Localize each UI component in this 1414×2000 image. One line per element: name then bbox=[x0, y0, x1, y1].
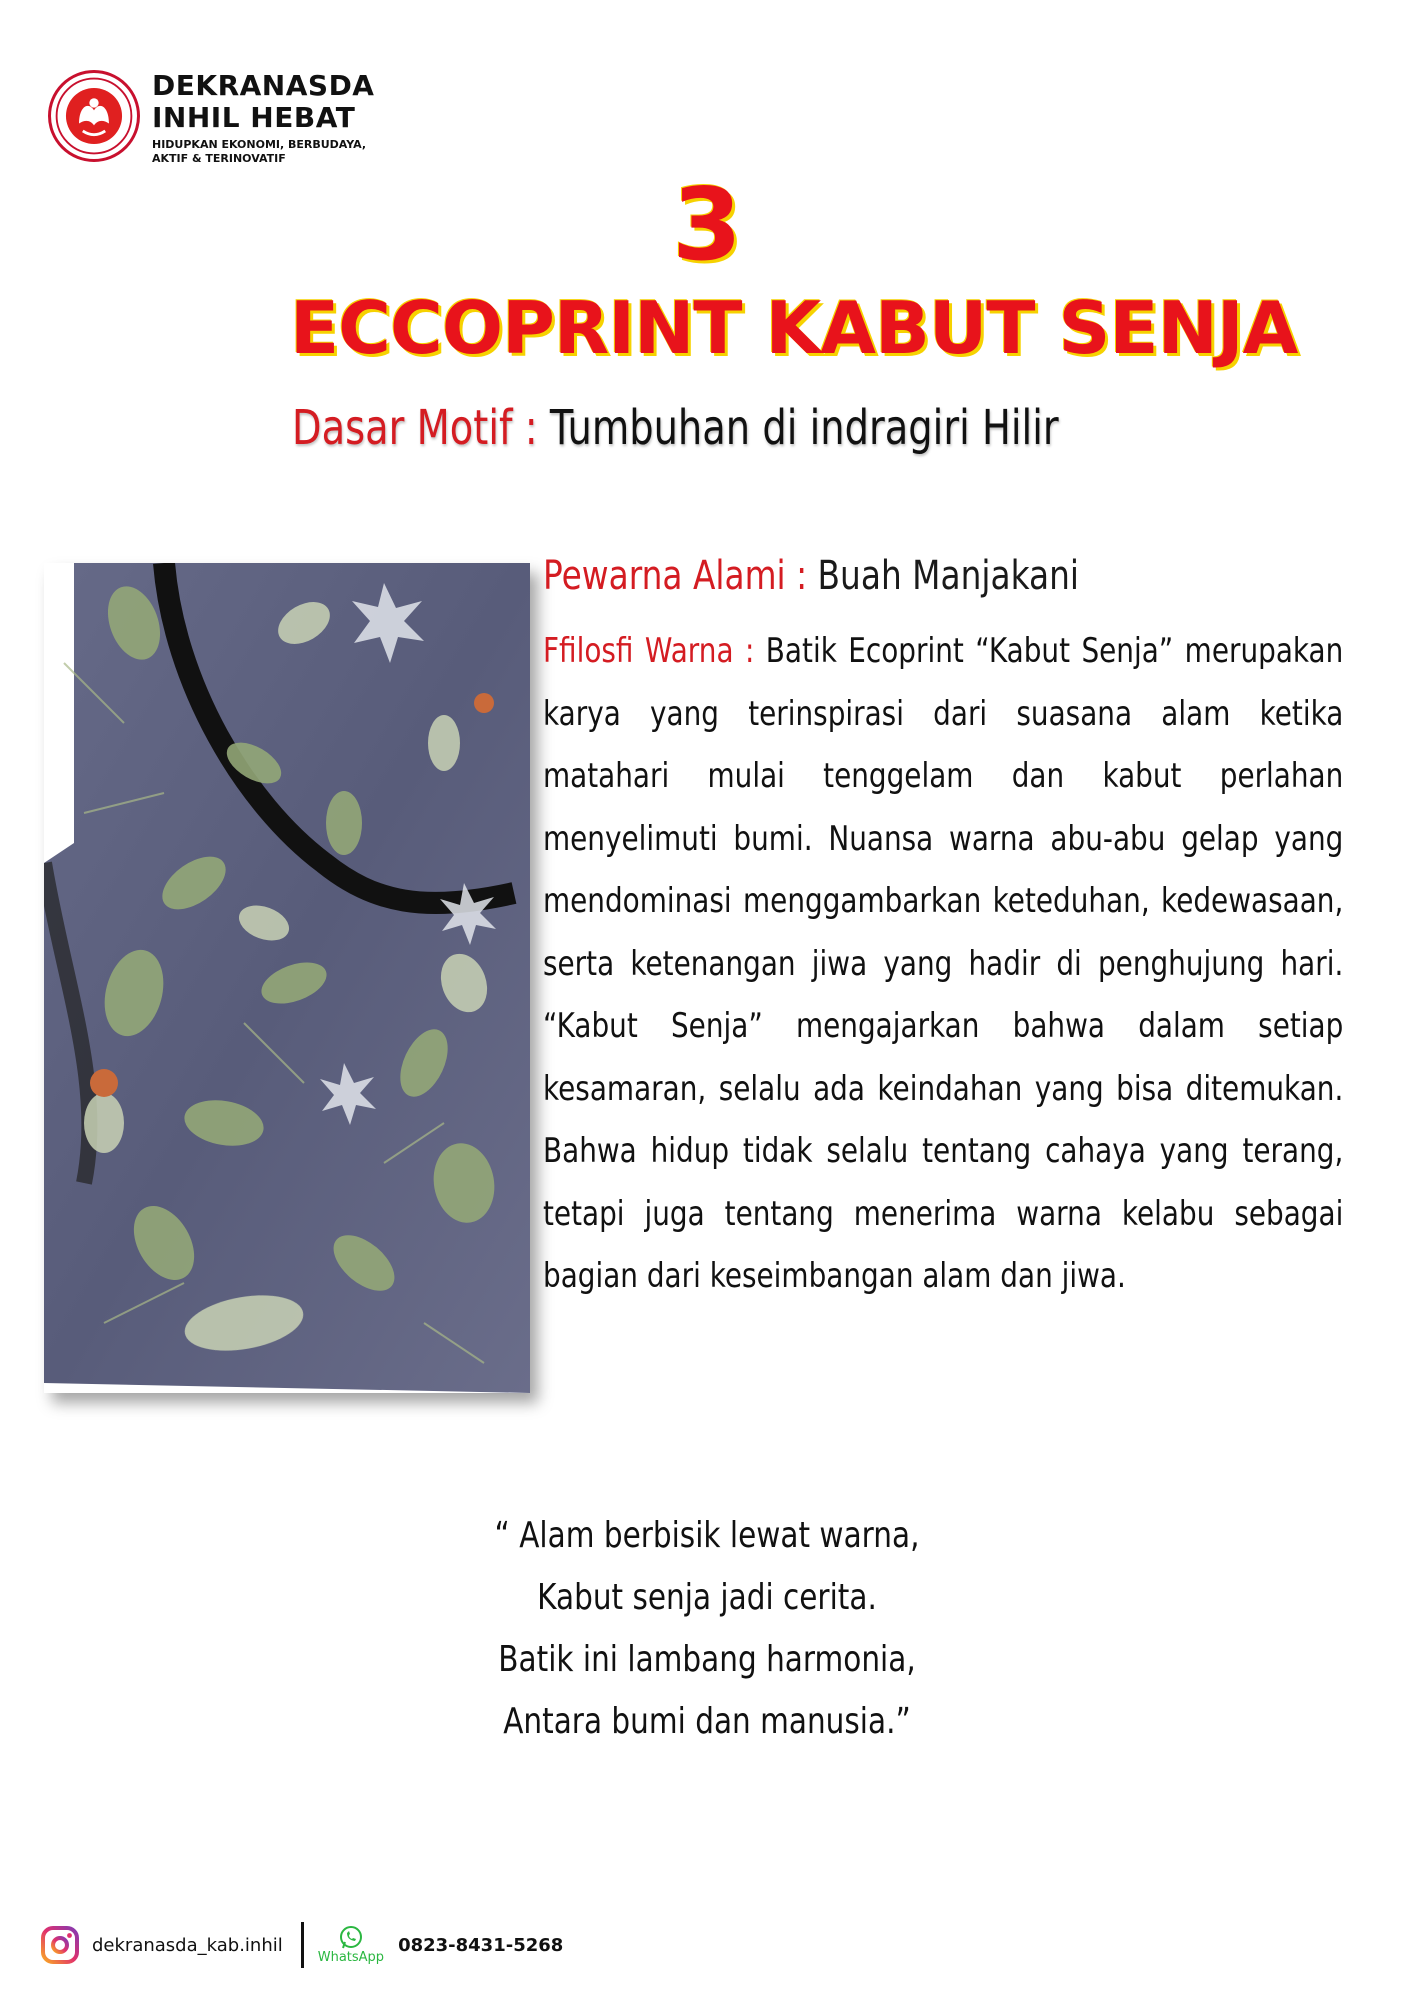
dasar-motif-label: Dasar Motif : bbox=[292, 400, 550, 456]
fabric-photo bbox=[44, 563, 530, 1393]
pewarna-alami-label: Pewarna Alami : bbox=[543, 553, 818, 599]
whatsapp-badge[interactable] bbox=[318, 1925, 384, 1965]
filosofi-text: Batik Ecoprint “Kabut Senja” merupakan karya yang terinspirasi dari suasana alam ketika matahari mulai tenggelam dan kabut perlahan menyelimuti bumi. Nuansa warna abu-abu gelap yang mendominasi menggambarkan keteduhan, kedewasaan, serta ketenangan jiwa yang hadir di penghujung hari. “Kabut Senja” mengajarkan bahwa dalam setiap kesamaran, selalu ada keindahan yang bisa ditemukan. Bahwa hidup tidak selalu tentang cahaya yang terang, tetapi juga tentang menerima warna kelabu sebagai bagian dari keseimbangan alam dan jiwa. bbox=[543, 631, 1344, 1296]
footer-divider bbox=[301, 1922, 304, 1968]
dasar-motif bbox=[292, 398, 1059, 458]
motif-number: 3 bbox=[672, 166, 742, 283]
dekranasda-emblem-icon bbox=[48, 70, 140, 162]
poem-line: Kabut senja jadi cerita. bbox=[537, 1577, 877, 1618]
poem-line: Batik ini lambang harmonia, bbox=[498, 1639, 916, 1680]
org-name-line2: INHIL HEBAT bbox=[152, 101, 356, 134]
pewarna-alami bbox=[543, 548, 1199, 604]
poem-line: Antara bumi dan manusia.” bbox=[503, 1701, 911, 1742]
pewarna-alami-value: Buah Manjakani bbox=[817, 553, 1079, 599]
footer-contacts bbox=[40, 1920, 563, 1970]
whatsapp-icon bbox=[338, 1925, 364, 1951]
filosofi-label: Ffilosfi Warna : bbox=[543, 631, 766, 671]
filosofi-warna bbox=[543, 620, 1343, 1308]
instagram-icon[interactable] bbox=[40, 1925, 80, 1965]
poem bbox=[0, 1505, 1414, 1753]
instagram-handle[interactable]: dekranasda_kab.inhil bbox=[92, 1934, 283, 1956]
org-name-line1: DEKRANASDA bbox=[152, 69, 375, 102]
org-tagline: HIDUPKAN EKONOMI, BERBUDAYA, AKTIF & TERINOVATIF bbox=[152, 138, 367, 165]
poem-line: “ Alam berbisik lewat warna, bbox=[494, 1515, 920, 1556]
description-block bbox=[543, 548, 1343, 1308]
motif-title: ECCOPRINT KABUT SENJA bbox=[290, 286, 1298, 370]
whatsapp-label: WhatsApp bbox=[317, 1950, 385, 1965]
organization-block bbox=[152, 70, 392, 166]
phone-number[interactable]: 0823-8431-5268 bbox=[398, 1934, 564, 1956]
dasar-motif-value: Tumbuhan di indragiri Hilir bbox=[549, 400, 1059, 456]
